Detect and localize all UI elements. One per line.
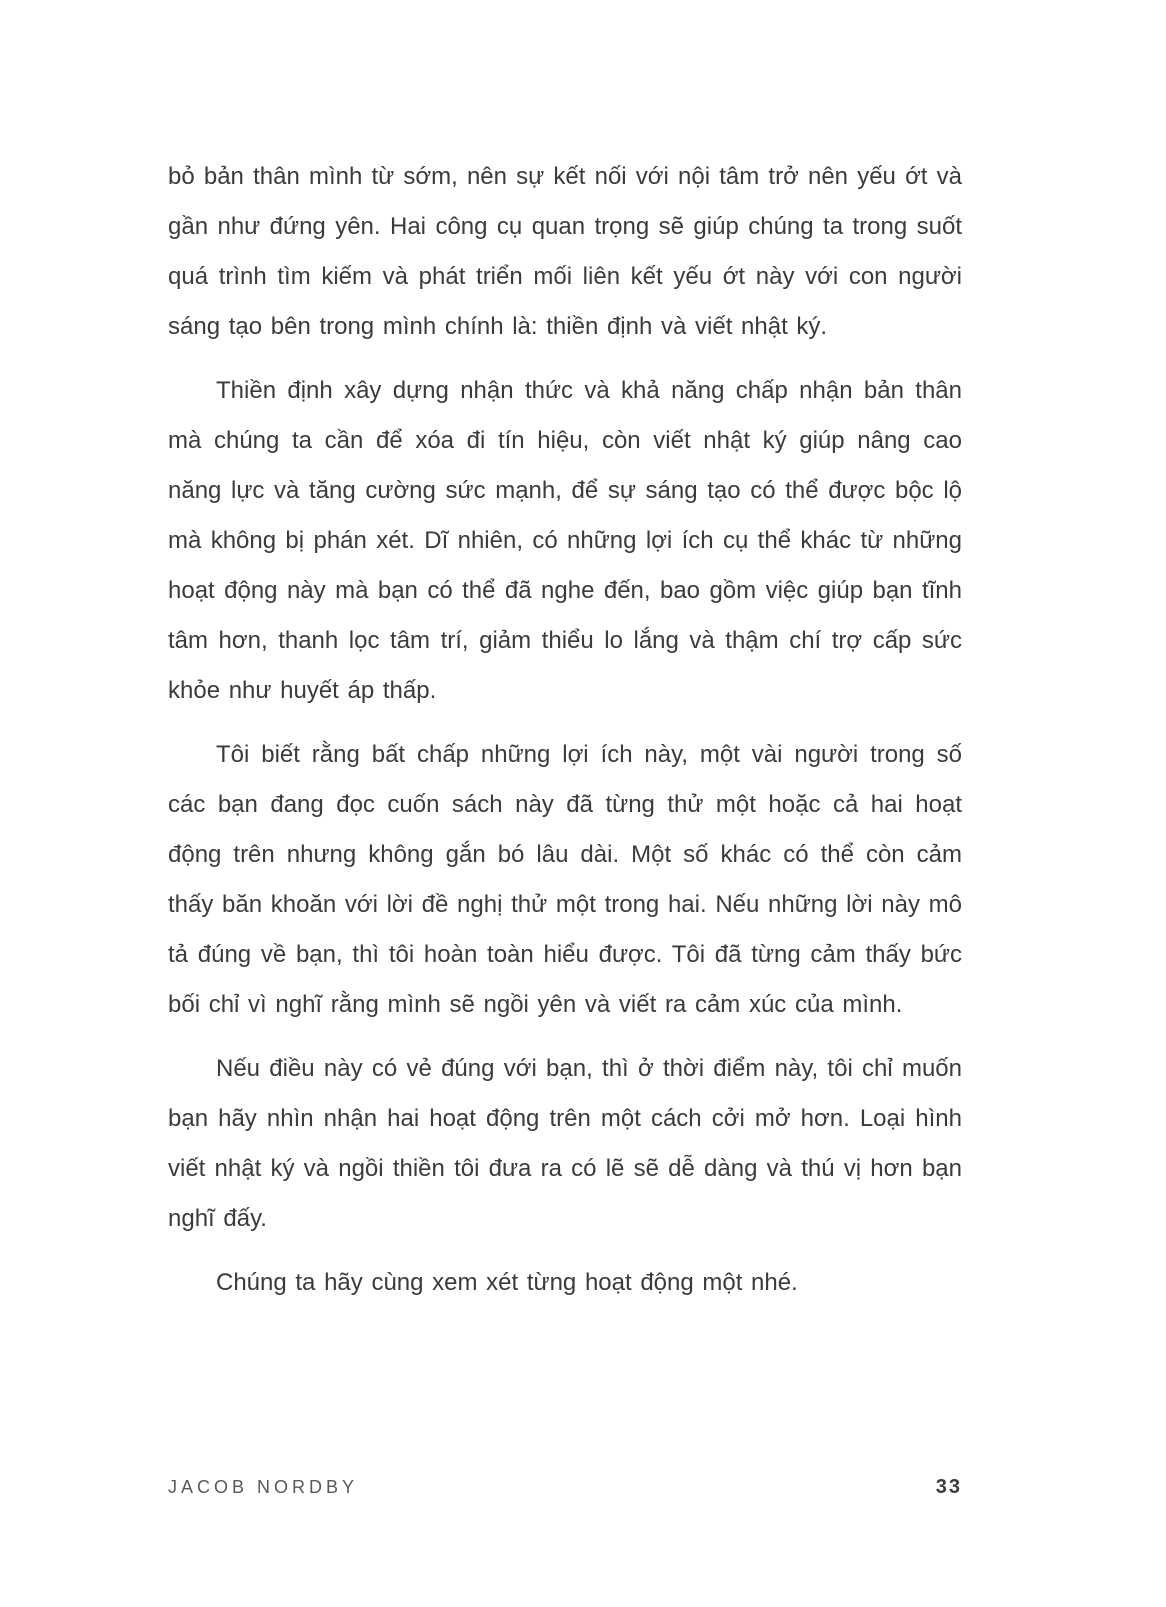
paragraph-1: bỏ bản thân mình từ sớm, nên sự kết nối với nội tâm trở nên yếu ớt và gần như đứng yên. Hai công cụ quan trọng sẽ giúp chúng ta trong suốt quá trình tìm kiếm và phát triển mối liên kết yếu ớt này với con người sáng tạo bên trong mình chính là: thiền định và viết nhật ký. — [168, 163, 962, 340]
page-footer — [168, 1476, 962, 1499]
paragraph-4: Nếu điều này có vẻ đúng với bạn, thì ở thời điểm này, tôi chỉ muốn bạn hãy nhìn nhận hai hoạt động trên một cách cởi mở hơn. Loại hình viết nhật ký và ngồi thiền tôi đưa ra có lẽ sẽ dễ dàng và thú vị hơn bạn nghĩ đấy. — [168, 1055, 962, 1232]
paragraph-2: Thiền định xây dựng nhận thức và khả năng chấp nhận bản thân mà chúng ta cần để xóa đi tín hiệu, còn viết nhật ký giúp nâng cao năng lực và tăng cường sức mạnh, để sự sáng tạo có thể được bộc lộ mà không bị phán xét. Dĩ nhiên, có những lợi ích cụ thể khác từ những hoạt động này mà bạn có thể đã nghe đến, bao gồm việc giúp bạn tĩnh tâm hơn, thanh lọc tâm trí, giảm thiểu lo lắng và thậm chí trợ cấp sức khỏe như huyết áp thấp. — [168, 377, 962, 704]
footer-page-number: 33 — [935, 1476, 962, 1498]
footer-author-name: JACOB NORDBY — [168, 1477, 359, 1497]
page-body — [168, 152, 962, 1322]
paragraph-3: Tôi biết rằng bất chấp những lợi ích này, một vài người trong số các bạn đang đọc cuốn sách này đã từng thử một hoặc cả hai hoạt động trên nhưng không gắn bó lâu dài. Một số khác có thể còn cảm thấy băn khoăn với lời đề nghị thử một trong hai. Nếu những lời này mô tả đúng về bạn, thì tôi hoàn toàn hiểu được. Tôi đã từng cảm thấy bức bối chỉ vì nghĩ rằng mình sẽ ngồi yên và viết ra cảm xúc của mình. — [168, 741, 962, 1018]
paragraph-5: Chúng ta hãy cùng xem xét từng hoạt động một nhé. — [216, 1269, 798, 1296]
